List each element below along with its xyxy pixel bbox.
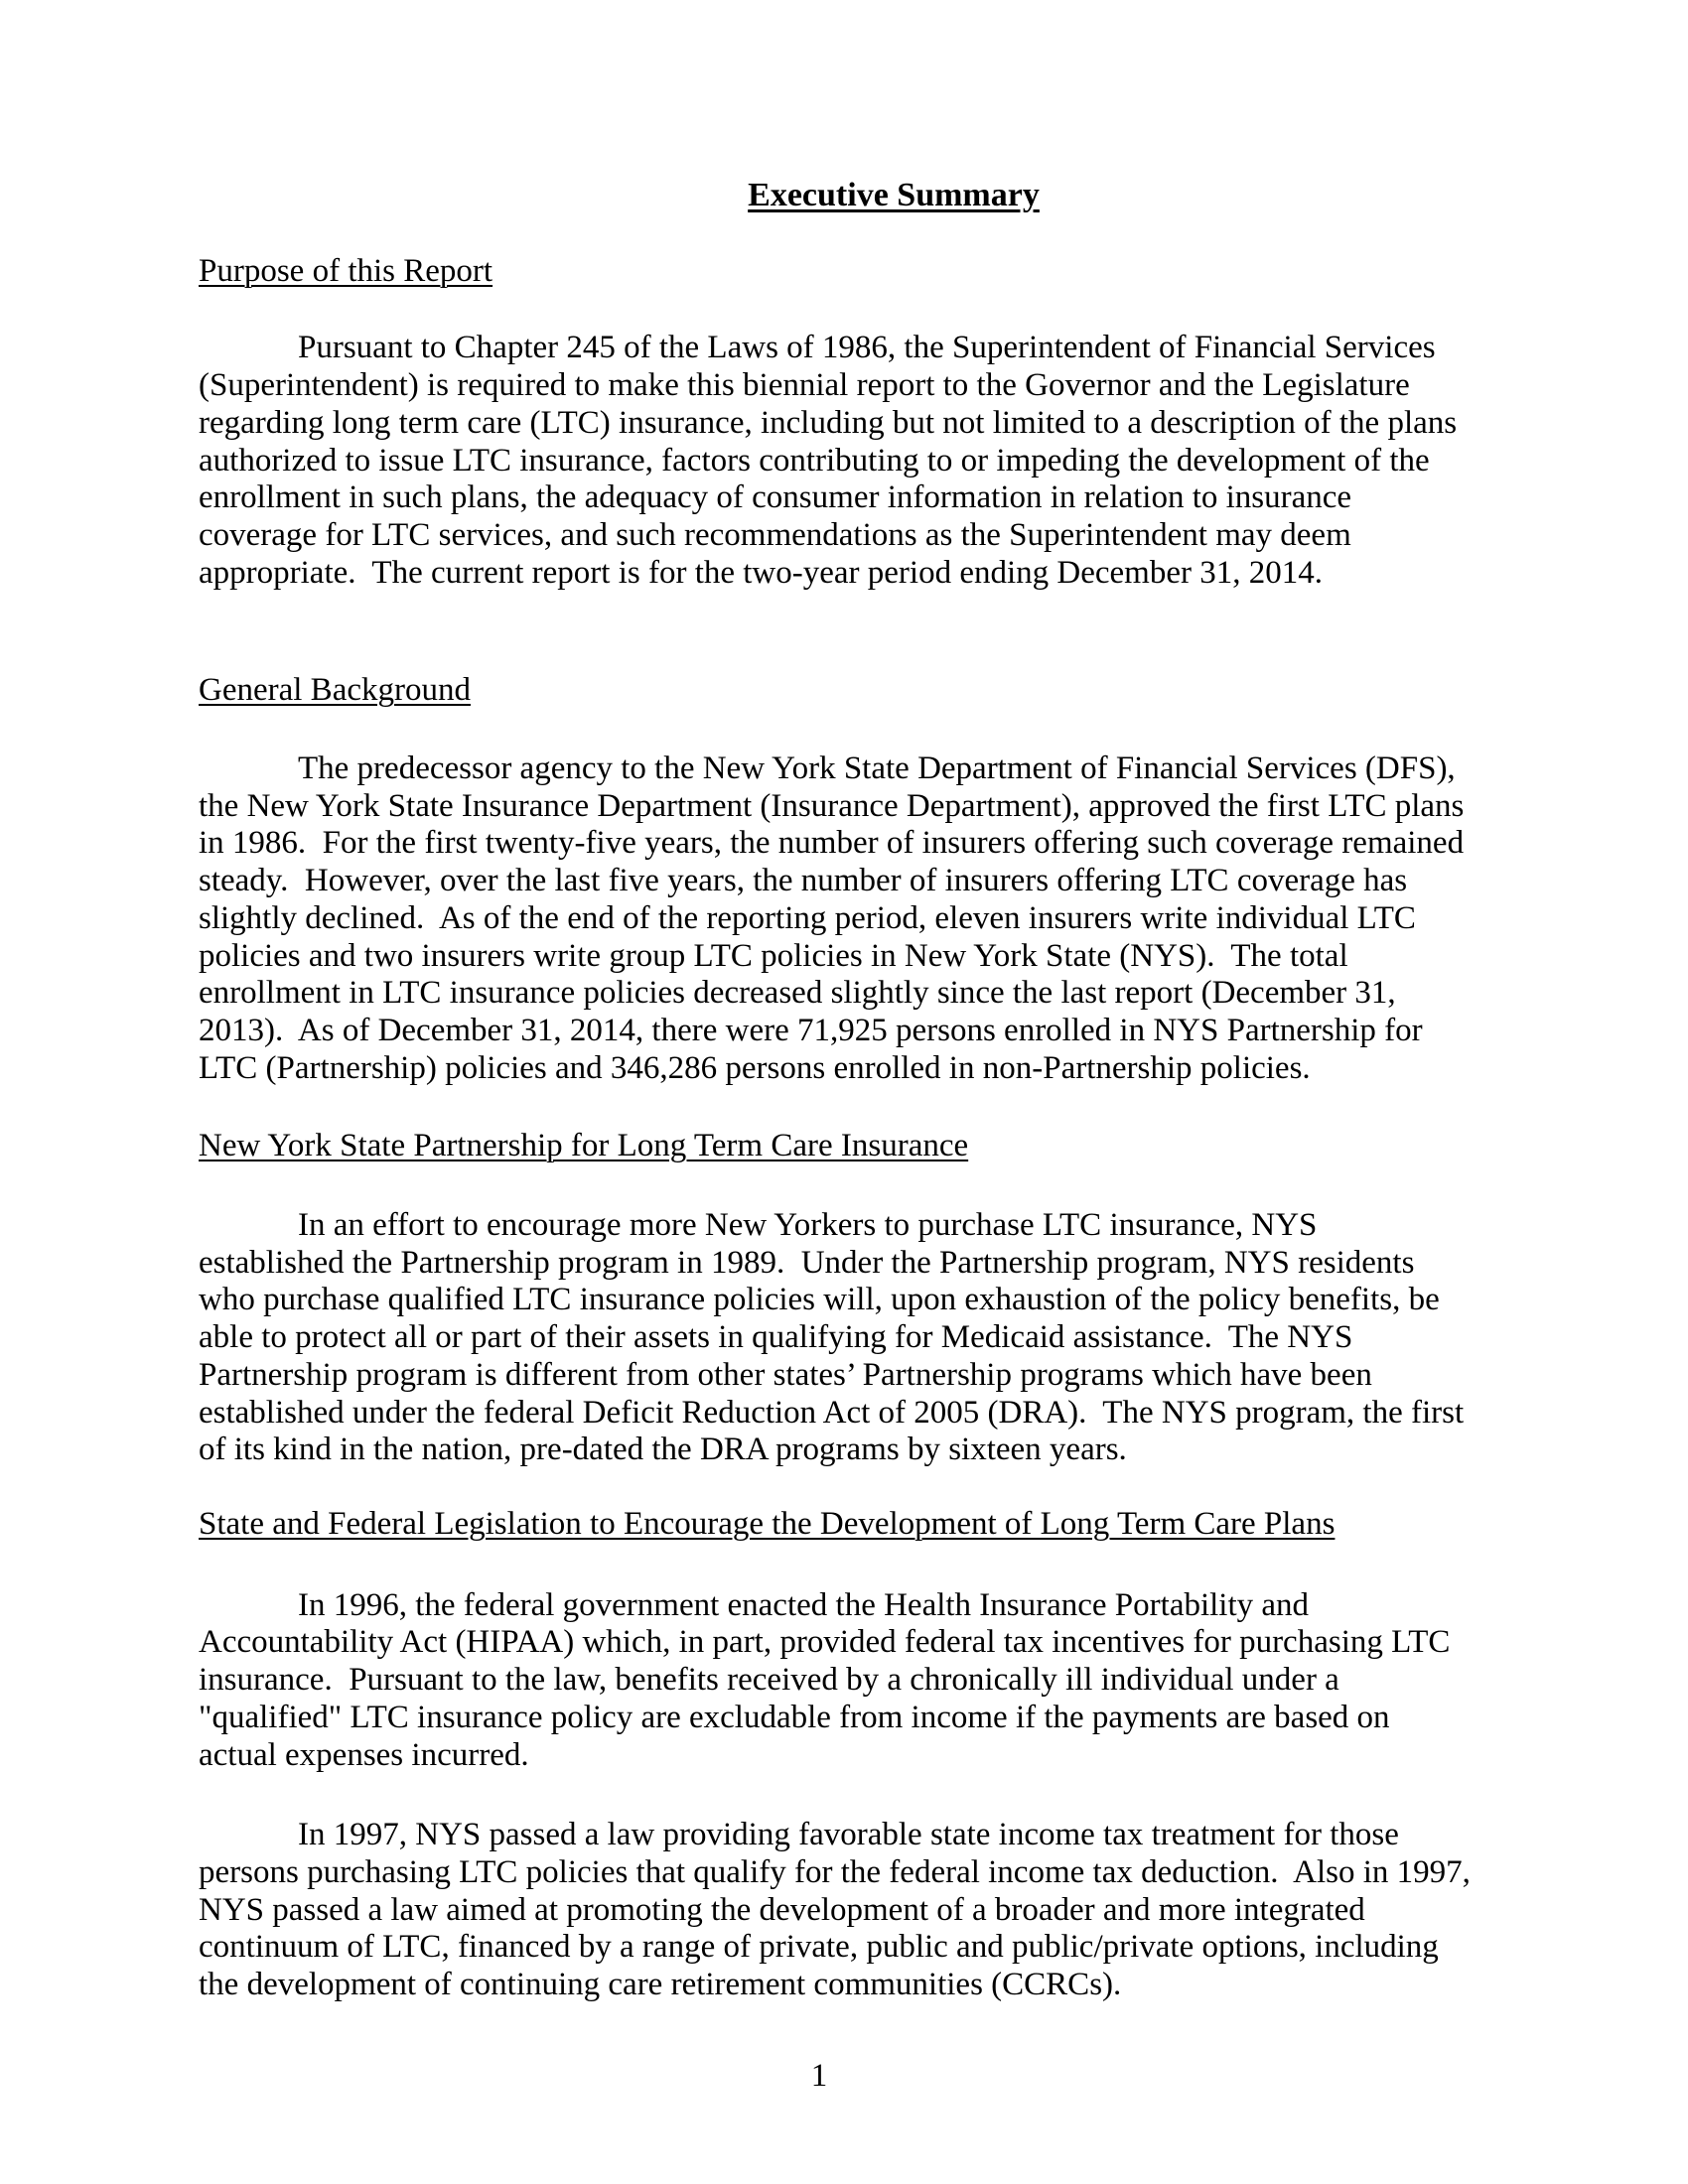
section-heading-purpose: Purpose of this Report bbox=[199, 252, 493, 289]
paragraph-line: continuum of LTC, financed by a range of private, public and public/private options, including bbox=[199, 1929, 1439, 1966]
paragraph-line: enrollment in LTC insurance policies decreased slightly since the last report (December 31, bbox=[199, 975, 1396, 1012]
paragraph-line: LTC (Partnership) policies and 346,286 persons enrolled in non-Partnership policies. bbox=[199, 1049, 1311, 1086]
paragraph-line: actual expenses incurred. bbox=[199, 1736, 529, 1773]
paragraph-line: In 1996, the federal government enacted the Health Insurance Portability and bbox=[298, 1586, 1310, 1623]
paragraph-line: In 1997, NYS passed a law providing favorable state income tax treatment for those bbox=[298, 1817, 1399, 1853]
section-heading-state-federal-legislation: State and Federal Legislation to Encourage the Development of Long Term Care Plans bbox=[199, 1505, 1336, 1542]
paragraph-line: The predecessor agency to the New York State Department of Financial Services (DFS), bbox=[298, 751, 1456, 787]
paragraph-line: the New York State Insurance Department (Insurance Department), approved the first LTC plans bbox=[199, 787, 1465, 824]
paragraph bbox=[199, 751, 1489, 1087]
paragraph-line: regarding long term care (LTC) insurance, including but not limited to a description of the plans bbox=[199, 404, 1458, 441]
paragraph-line: persons purchasing LTC policies that qualify for the federal income tax deduction. Also in 1997, bbox=[199, 1853, 1471, 1890]
paragraph bbox=[199, 1587, 1489, 1775]
paragraph-line: coverage for LTC services, and such recommendations as the Superintendent may deem bbox=[199, 516, 1351, 553]
paragraph-line: In an effort to encourage more New Yorkers to purchase LTC insurance, NYS bbox=[298, 1207, 1318, 1244]
paragraph bbox=[199, 1817, 1489, 2004]
paragraph-line: insurance. Pursuant to the law, benefits received by a chronically ill individual under a bbox=[199, 1662, 1339, 1699]
paragraph-line: policies and two insurers write group LTC policies in New York State (NYS). The total bbox=[199, 937, 1348, 974]
paragraph-line: who purchase qualified LTC insurance policies will, upon exhaustion of the policy benefits, be bbox=[199, 1282, 1440, 1318]
paragraph-line: appropriate. The current report is for the two-year period ending December 31, 2014. bbox=[199, 554, 1323, 591]
paragraph-line: "qualified" LTC insurance policy are excludable from income if the payments are based on bbox=[199, 1699, 1390, 1735]
paragraph-line: 2013). As of December 31, 2014, there were 71,925 persons enrolled in NYS Partnership for bbox=[199, 1012, 1423, 1048]
paragraph-line: established the Partnership program in 1989. Under the Partnership program, NYS residents bbox=[199, 1244, 1415, 1281]
section-heading-nys-partnership: New York State Partnership for Long Term Care Insurance bbox=[199, 1128, 969, 1164]
paragraph-line: of its kind in the nation, pre-dated the DRA programs by sixteen years. bbox=[199, 1432, 1127, 1468]
paragraph-line: Partnership program is different from other states’ Partnership programs which have been bbox=[199, 1356, 1372, 1393]
paragraph-line: NYS passed a law aimed at promoting the development of a broader and more integrated bbox=[199, 1891, 1365, 1928]
page-number: 1 bbox=[810, 2057, 828, 2094]
paragraph-line: authorized to issue LTC insurance, factors contributing to or impeding the development of the bbox=[199, 442, 1430, 478]
document-title: Executive Summary bbox=[748, 177, 1040, 213]
paragraph-line: steady. However, over the last five years, the number of insurers offering LTC coverage has bbox=[199, 863, 1408, 899]
paragraph-line: in 1986. For the first twenty-five years, the number of insurers offering such coverage remained bbox=[199, 825, 1465, 862]
paragraph-line: Accountability Act (HIPAA) which, in part, provided federal tax incentives for purchasing LTC bbox=[199, 1624, 1451, 1661]
paragraph-line: established under the federal Deficit Reduction Act of 2005 (DRA). The NYS program, the first bbox=[199, 1394, 1465, 1431]
paragraph-line: the development of continuing care retirement communities (CCRCs). bbox=[199, 1967, 1122, 2003]
paragraph-line: (Superintendent) is required to make this biennial report to the Governor and the Legislature bbox=[199, 367, 1410, 404]
paragraph bbox=[199, 330, 1489, 592]
paragraph-line: enrollment in such plans, the adequacy of consumer information in relation to insurance bbox=[199, 479, 1352, 516]
section-heading-general-background: General Background bbox=[199, 672, 471, 709]
paragraph-line: slightly declined. As of the end of the reporting period, eleven insurers write individual LTC bbox=[199, 899, 1416, 936]
paragraph-line: able to protect all or part of their assets in qualifying for Medicaid assistance. The NYS bbox=[199, 1319, 1353, 1356]
document-content bbox=[199, 177, 1489, 2004]
paragraph-line: Pursuant to Chapter 245 of the Laws of 1986, the Superintendent of Financial Services bbox=[298, 330, 1436, 366]
paragraph bbox=[199, 1207, 1489, 1469]
